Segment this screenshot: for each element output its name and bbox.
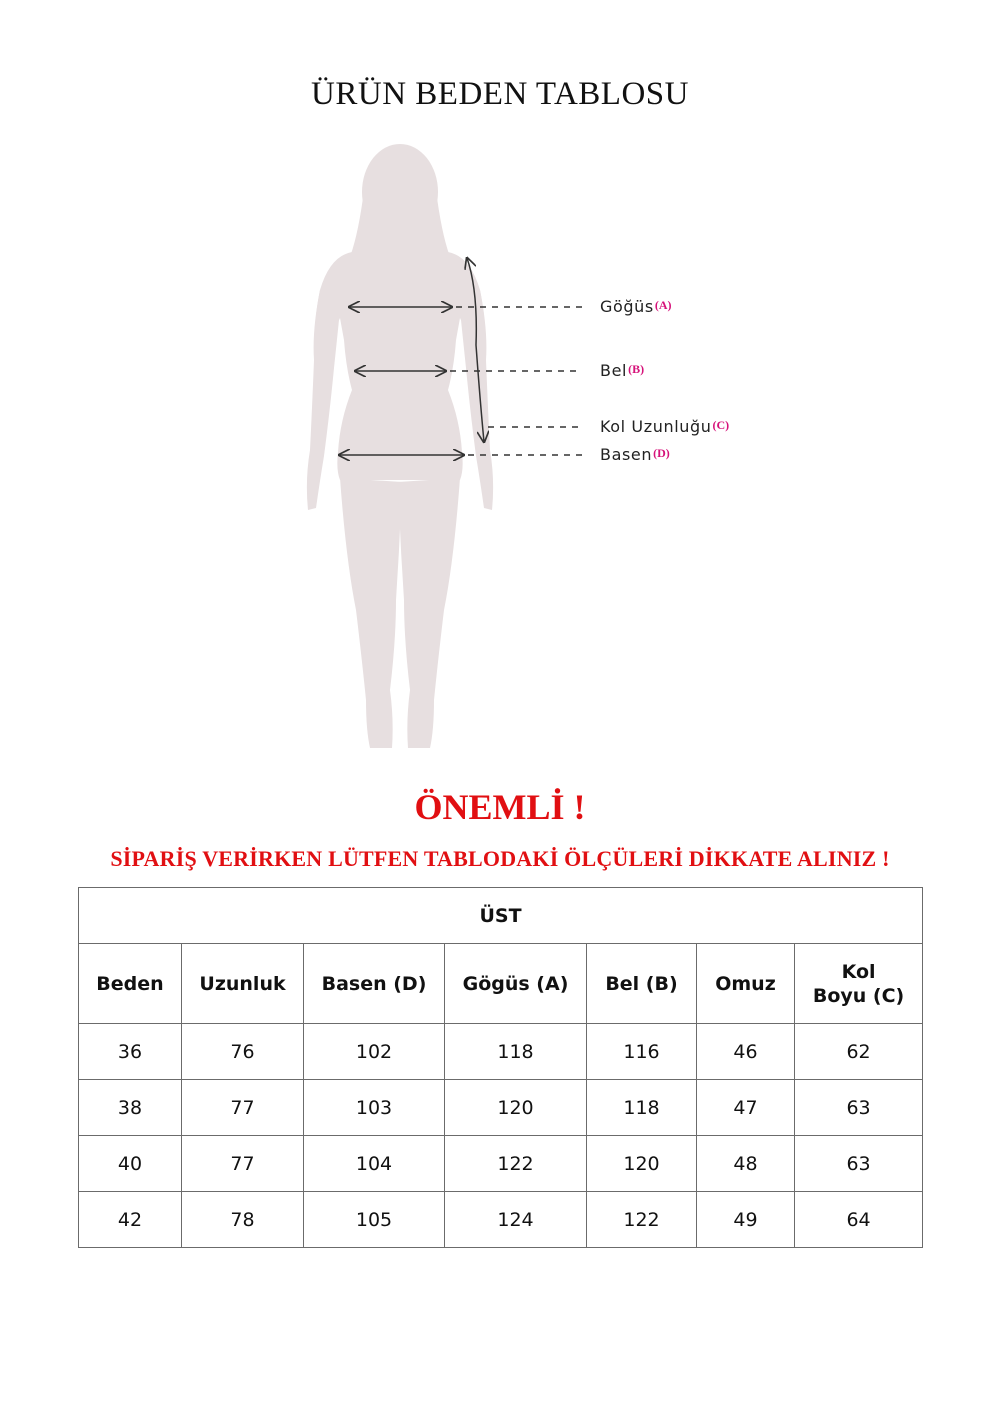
col-header-hip: Basen (D) xyxy=(304,944,445,1024)
col-header-chest: Gögüs (A) xyxy=(445,944,587,1024)
table-cell: 104 xyxy=(304,1136,445,1192)
table-cell: 63 xyxy=(795,1080,923,1136)
table-cell: 77 xyxy=(182,1136,304,1192)
table-row xyxy=(79,1080,923,1136)
table-cell: 118 xyxy=(445,1024,587,1080)
important-heading: ÖNEMLİ ! xyxy=(414,787,586,827)
table-cell: 124 xyxy=(445,1192,587,1248)
col-header-length: Uzunluk xyxy=(182,944,304,1024)
table-group-row xyxy=(79,888,923,944)
page-title: ÜRÜN BEDEN TABLOSU xyxy=(311,76,689,112)
table-cell: 42 xyxy=(79,1192,182,1248)
hip-label: Basen(D) xyxy=(600,445,670,464)
table-cell: 118 xyxy=(587,1080,697,1136)
table-row xyxy=(79,1136,923,1192)
table-row xyxy=(79,1024,923,1080)
table-cell: 120 xyxy=(587,1136,697,1192)
size-chart-table xyxy=(78,887,923,1248)
table-cell: 102 xyxy=(304,1024,445,1080)
group-header-upper: ÜST xyxy=(79,888,923,944)
table-cell: 116 xyxy=(587,1024,697,1080)
table-cell: 48 xyxy=(697,1136,795,1192)
table-cell: 76 xyxy=(182,1024,304,1080)
waist-label: Bel(B) xyxy=(600,361,645,380)
table-cell: 64 xyxy=(795,1192,923,1248)
table-cell: 122 xyxy=(587,1192,697,1248)
col-header-shoulder: Omuz xyxy=(697,944,795,1024)
table-cell: 77 xyxy=(182,1080,304,1136)
col-header-size: Beden xyxy=(79,944,182,1024)
col-header-waist: Bel (B) xyxy=(587,944,697,1024)
woman-silhouette xyxy=(307,144,493,748)
table-cell: 46 xyxy=(697,1024,795,1080)
table-cell: 122 xyxy=(445,1136,587,1192)
table-cell: 49 xyxy=(697,1192,795,1248)
table-row xyxy=(79,1192,923,1248)
col-header-sleeve-length: Kol Boyu (C) xyxy=(795,944,923,1024)
table-cell: 63 xyxy=(795,1136,923,1192)
table-cell: 38 xyxy=(79,1080,182,1136)
table-cell: 36 xyxy=(79,1024,182,1080)
table-cell: 47 xyxy=(697,1080,795,1136)
table-cell: 62 xyxy=(795,1024,923,1080)
sleeve-length-label: Kol Uzunluğu(C) xyxy=(600,417,730,436)
chest-label: Göğüs(A) xyxy=(600,297,672,316)
order-notice: SİPARİŞ VERİRKEN LÜTFEN TABLODAKİ ÖLÇÜLERİ DİKKATE ALINIZ ! xyxy=(110,846,890,871)
table-cell: 78 xyxy=(182,1192,304,1248)
table-cell: 103 xyxy=(304,1080,445,1136)
table-cell: 40 xyxy=(79,1136,182,1192)
table-cell: 120 xyxy=(445,1080,587,1136)
table-cell: 105 xyxy=(304,1192,445,1248)
table-header-row xyxy=(79,944,923,1024)
